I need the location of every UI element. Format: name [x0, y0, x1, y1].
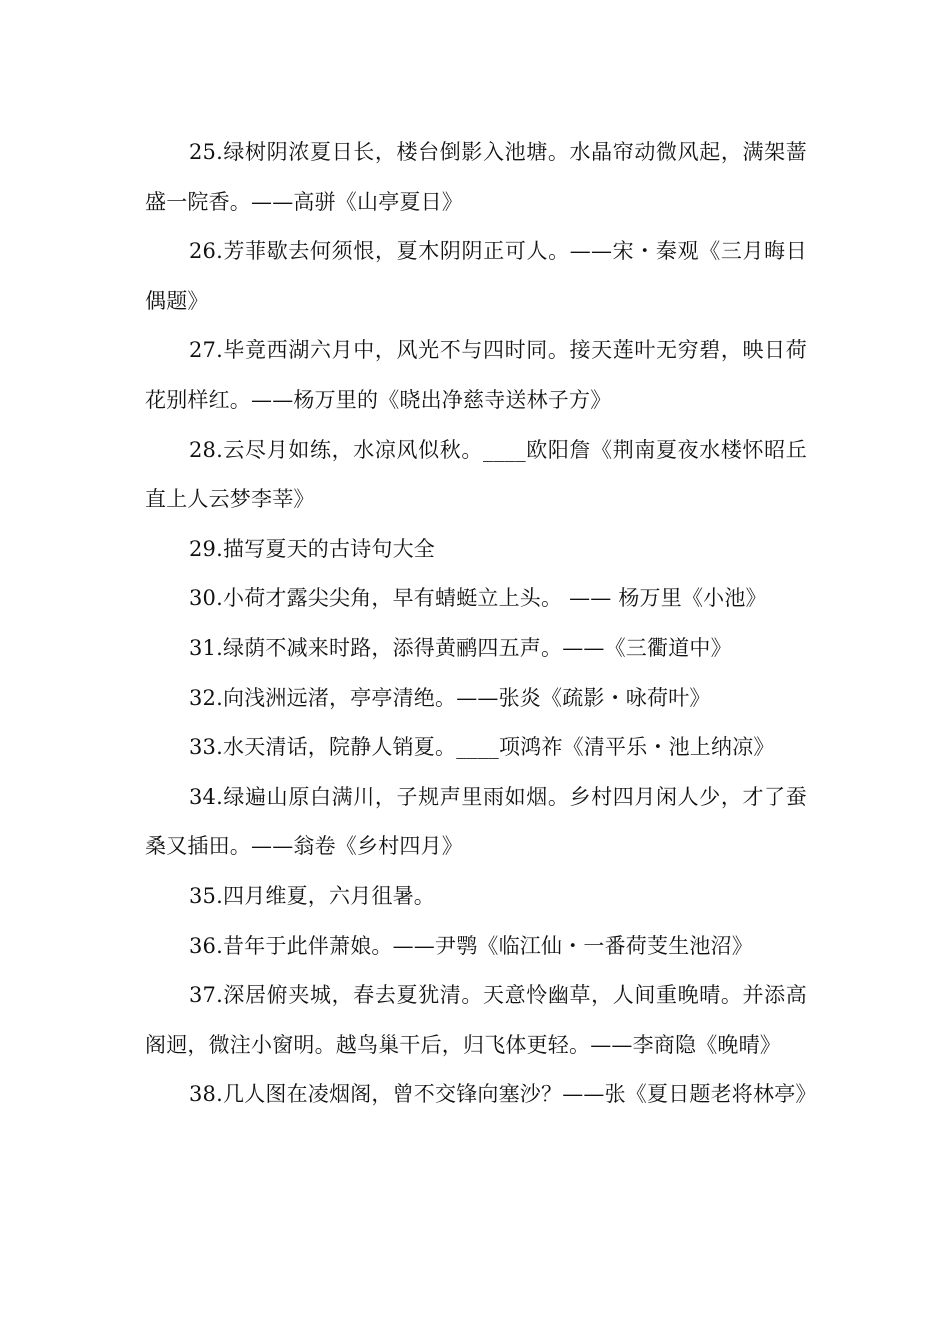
poem-line-30: 30.小荷才露尖尖角，早有蜻蜓立上头。 —— 杨万里《小池》 [189, 586, 767, 611]
poem-line-33: 33.水天清话，院静人销夏。____项鸿祚《清平乐・池上纳凉》 [189, 735, 775, 760]
poem-line-31: 31.绿荫不减来时路，添得黄鹂四五声。——《三衢道中》 [189, 635, 732, 660]
poem-line-37: 37.深居俯夹城，春去夏犹清。天意怜幽草，人间重晚晴。并添高阁迥，微注小窗明。越鸟巢干后，归飞体更轻。——李商隐《晚晴》 [145, 983, 807, 1057]
poem-line-34: 34.绿遍山原白满川，子规声里雨如烟。乡村四月闲人少，才了蚕桑又插田。——翁卷《乡村四月》 [145, 784, 807, 859]
poem-line-25: 25.绿树阴浓夏日长，楼台倒影入池塘。水晶帘动微风起，满架蔷盛一院香。——高骈《山亭夏日》 [145, 140, 807, 214]
poem-line-27: 27.毕竟西湖六月中，风光不与四时同。接天莲叶无穷碧，映日荷花别样红。——杨万里的《晓出净慈寺送林子方》 [145, 338, 807, 412]
poem-line-26: 26.芳菲歇去何须恨，夏木阴阴正可人。——宋・秦观《三月晦日偶题》 [145, 239, 807, 313]
document-body [145, 128, 817, 1120]
poem-line-32: 32.向浅洲远渚，亭亭清绝。——张炎《疏影・咏荷叶》 [189, 685, 711, 710]
poem-line-36: 36.昔年于此伴萧娘。——尹鹗《临江仙・一番荷芰生池沼》 [189, 933, 753, 958]
poem-line-29: 29.描写夏天的古诗句大全 [189, 536, 435, 561]
poem-line-38: 38.几人图在凌烟阁，曾不交锋向塞沙？——张《夏日题老将林亭》 [189, 1082, 817, 1107]
poem-line-35: 35.四月维夏，六月徂暑。 [189, 883, 435, 908]
poem-line-28: 28.云尽月如练，水凉风似秋。____欧阳詹《荆南夏夜水楼怀昭丘直上人云梦李莘》 [145, 437, 807, 512]
